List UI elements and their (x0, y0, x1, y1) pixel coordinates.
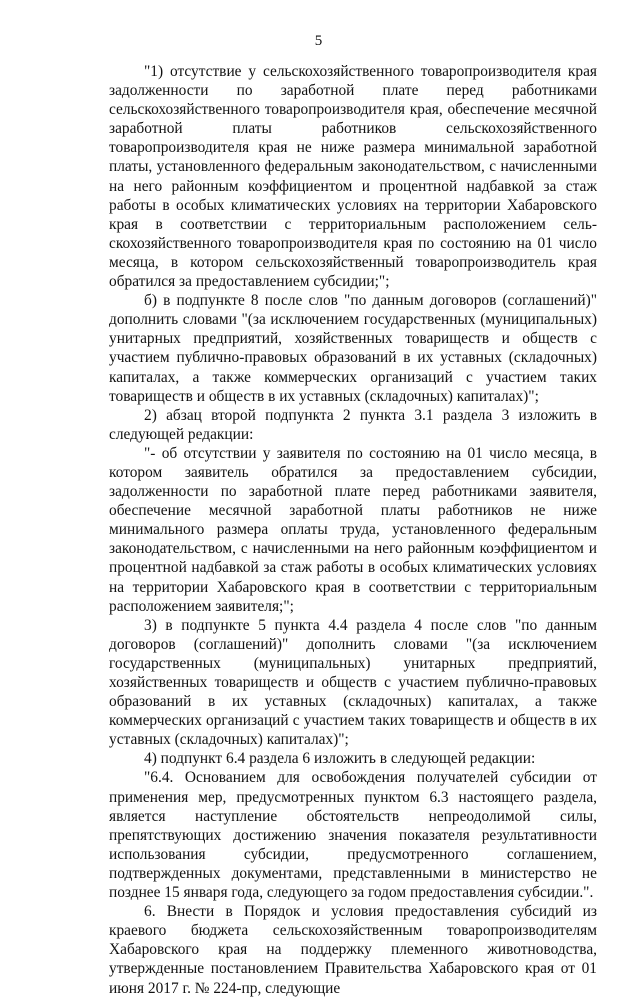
page-number: 5 (314, 33, 323, 49)
document-body (109, 62, 597, 998)
paragraph-item-b: б) в подпункте 8 после слов "по данным договоров (соглашений)" дополнить словами "(за исключением государственных (муниципальных) унитарных предприятий, хозяйственных товариществ и обществ с участием публично-правовых образований в их уставных (складочных) капиталах, а также коммерческих организаций с участием таких товариществ и обществ в их уставных (складочных) капиталах)"; (109, 292, 597, 405)
paragraph-item-2: 2) абзац второй подпункта 2 пункта 3.1 раздела 3 изложить в следующей редакции: (109, 406, 597, 443)
paragraph-quoted-text: "- об отсутствии у заявителя по состоянию на 01 число месяца, в котором заявитель обратился за предоставлением субсидии, задолженности по заработной плате перед работниками заявителя, обеспечение месячной заработной платы работников не ниже минимального размера оплаты труда, установленного федеральным законодательством, с начисленными на него районным коэффициентом и процентной надбавкой за стаж работы в особых климатических условиях на территории Хабаровского края в соответствии с территориальным расположением заявителя;"; (109, 444, 597, 615)
paragraph-clause-6-4: "6.4. Основанием для освобождения получателей субсидии от применения мер, предусмотренных пунктом 6.3 настоящего раздела, является наступление обстоятельств непреодолимой силы, препятствующих достижению значения показателя результативности использования субсидии, предусмотренного соглашением, подтвержденных документами, представленными в министерство не позднее 15 января года, следующего за годом предоставления субсидии.". (109, 769, 597, 902)
paragraph-item-6: 6. Внести в Порядок и условия предоставления субсидий из краевого бюджета сельскохозяйственным товаропроизводителям Хабаровского края на поддержку племенного животноводства, утвержденные постановлением Правительства Хабаровского края от 01 июня 2017 г. № 224-пр, следующие (109, 903, 597, 997)
paragraph-item-3: 3) в подпункте 5 пункта 4.4 раздела 4 после слов "по данным договоров (соглашений)" дополнить словами "(за исключением государственных (муниципальных) унитарных предприятий, хозяйственных товариществ и обществ с участием публично-правовых образований в их уставных (складочных) капиталах, а также коммерческих организаций с участием таких товариществ и обществ в их уставных (складочных) капиталах)"; (109, 616, 597, 749)
paragraph-item-4: 4) подпункт 6.4 раздела 6 изложить в следующей редакции: (144, 750, 536, 768)
paragraph-item-1: "1) отсутствие у сельскохозяйственного товаропроизводителя края задолженности по заработной плате перед работниками сельскохозяйственного товаропроизводителя края, обеспечение месячной заработной платы работников сельскохозяйственного товаропроизводителя края не ниже размера минимальной заработной платы, установленного федеральным законодательством, с начисленными на него районным коэффициентом и процентной надбавкой за стаж работы в особых климатических условиях на территории Хабаровского края в соответствии с территориальным расположением сельскохозяйственного товаропроизводителя края по состоянию на 01 число месяца, в котором сельскохозяйственный товаропроизводитель края обратился за предоставлением субсидии;"; (109, 63, 597, 291)
